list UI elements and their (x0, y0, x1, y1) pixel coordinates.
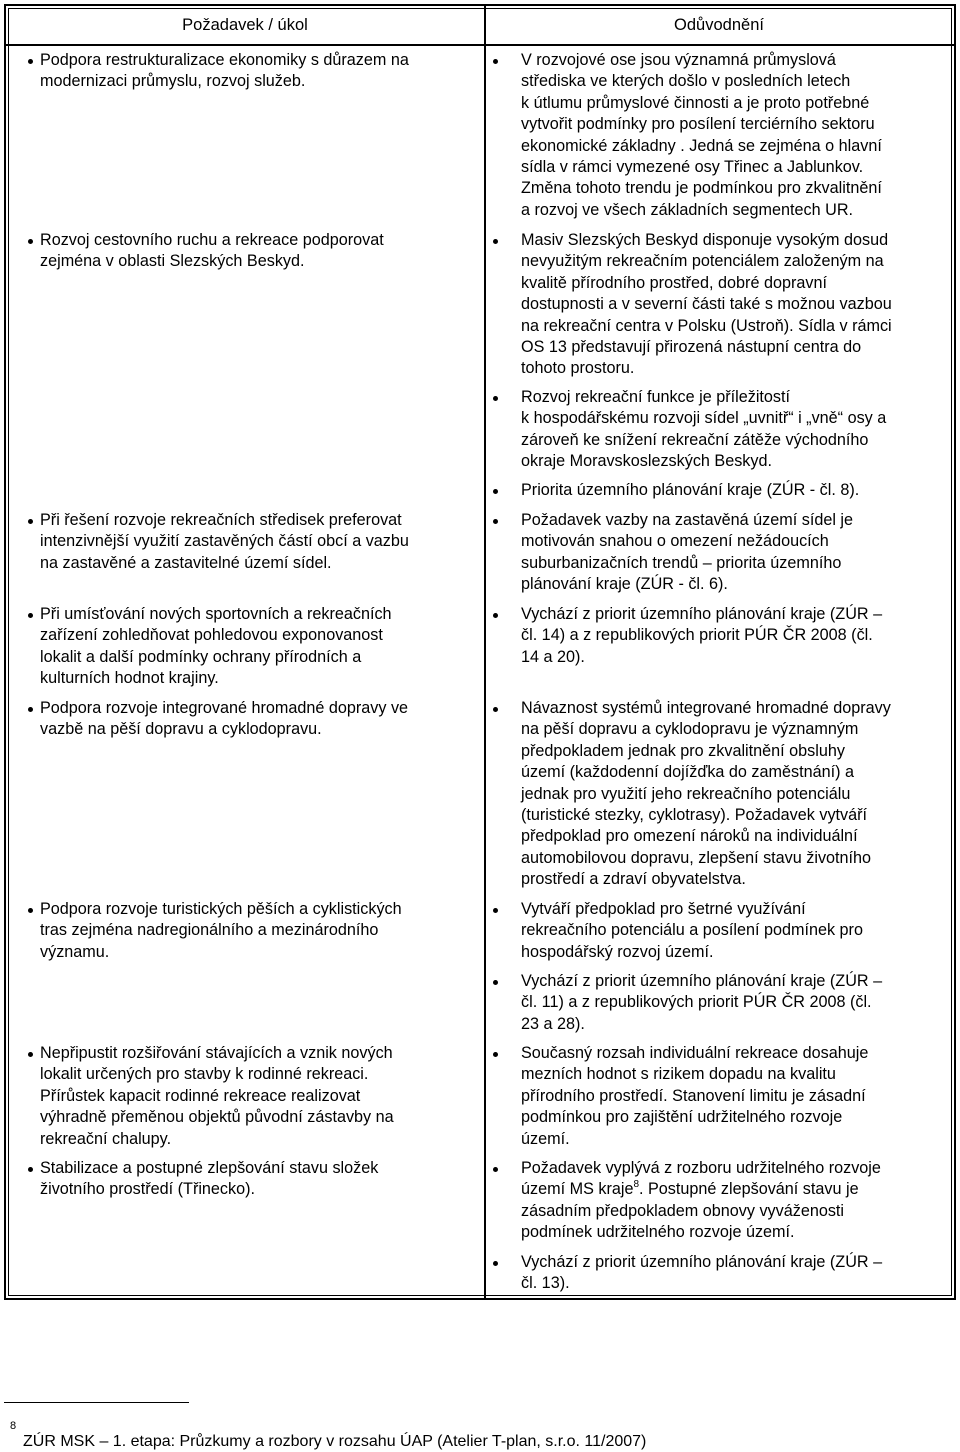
bullet-icon (493, 1167, 498, 1172)
text-line: lokalit a další podmínky ochrany přírodních a (40, 647, 362, 666)
requirement-item (40, 50, 468, 93)
text-line: 14 a 20). (521, 647, 585, 666)
text-line: území (každodenní dojížďka do zaměstnání) a (521, 763, 854, 782)
requirement-item (40, 604, 468, 690)
text-line: kulturních hodnot krajiny. (40, 669, 219, 688)
text-line: V rozvojové ose jsou významná průmyslová (521, 51, 836, 69)
text-line: Změna tohoto trendu je podmínkou pro zkvalitnění (521, 179, 882, 198)
requirement-item (40, 230, 468, 273)
bullet-icon (28, 1167, 33, 1172)
bullet-icon (28, 1052, 33, 1057)
bullet-icon (28, 707, 33, 712)
requirement-item (40, 510, 468, 574)
text-line: Požadavek vazby na zastavěná území sídel je (521, 511, 854, 529)
text-line: hospodářský rozvoj území. (521, 942, 714, 961)
text-line: nevyužitým rekreačním potenciálem založeným na (521, 252, 884, 271)
bullet-icon (28, 908, 33, 913)
text-line: 23 a 28). (521, 1014, 585, 1033)
bullet-icon (493, 908, 498, 913)
bullet-icon (28, 519, 33, 524)
text-line: motivován snahou o omezení nežádoucích (521, 532, 829, 551)
text-line: Vychází z priorit územního plánování kraje (ZÚR – (521, 1253, 883, 1271)
text-line: lokalit určených pro stavby k rodinné rekreaci. (40, 1065, 369, 1084)
justification-item (521, 1158, 946, 1244)
bullet-icon (493, 519, 498, 524)
text-line: Požadavek vyplývá z rozboru udržitelného rozvoje (521, 1159, 881, 1177)
text-line: sídla v rámci vymezené osy Třinec a Jablunkov. (521, 158, 864, 177)
text-line: čl. 14) a z republikových priorit PÚR ČR 2008 (čl. (521, 626, 873, 645)
text-line: tras zejména nadregionálního a mezinárodního (40, 921, 379, 940)
text-line: Podpora rozvoje integrované hromadné dopravy ve (40, 699, 409, 717)
text-line: Vychází z priorit územního plánování kraje (ZÚR – (521, 972, 883, 990)
justification-item (521, 230, 946, 380)
text-line: prostředí a zdraví obyvatelstva. (521, 870, 746, 889)
text-line: mezních hodnot s rizikem dopadu na kvalitu (521, 1065, 836, 1084)
text-line: předpokladem jednak pro zkvalitnění obsluhy (521, 741, 845, 760)
text-line: přírodního prostředí. Stanovení limitu je zásadní (521, 1086, 866, 1105)
text-line: čl. 11) a z republikových priorit PÚR ČR 2008 (čl. (521, 993, 872, 1012)
text-line: kvalitě přírodního prostřed, dobré dopravní (521, 273, 827, 292)
text-line: Priorita územního plánování kraje (ZÚR - čl. 8). (521, 481, 860, 499)
bullet-icon (493, 239, 498, 244)
text-line: na rekreační centra v Polsku (Ustroň). Sídla v rámci (521, 316, 892, 335)
justification-item (521, 604, 946, 668)
text-line: Vytváří předpoklad pro šetrné využívání (521, 900, 806, 918)
text-line: jednak pro využití jeho rekreačního potenciálu (521, 784, 851, 803)
text-line: k hospodářskému rozvoji sídel „uvnitř“ i „vně“ osy a (521, 409, 887, 428)
text-line: životního prostředí (Třinecko). (40, 1180, 256, 1199)
justification-item (521, 50, 946, 221)
footnote-mark: 8 (10, 1420, 17, 1432)
text-fragment: . Postupné zlepšování stavu je (639, 1180, 859, 1199)
text-line: podmínkou pro zajištění udržitelného rozvoje (521, 1108, 843, 1127)
text-line: k útlumu průmyslové činnosti a je proto potřebné (521, 93, 870, 112)
text-line: Stabilizace a postupné zlepšování stavu složek (40, 1159, 379, 1177)
justification-item (521, 480, 946, 501)
requirement-item (40, 698, 468, 741)
text-line: rekreačního potenciálu a posílení podmínek pro (521, 921, 863, 940)
text-line: Při umísťování nových sportovních a rekreačních (40, 605, 392, 623)
bullet-icon (28, 59, 33, 64)
justification-item (521, 387, 946, 473)
text-line: zároveň ke snížení rekreační zátěže východního (521, 430, 869, 449)
text-line: předpoklad pro omezení nároků na individuální (521, 827, 858, 846)
text-line: Masiv Slezských Beskyd disponuje vysokým dosud (521, 231, 889, 249)
justification-item (521, 971, 946, 1035)
text-line: okraje Moravskoslezských Beskyd. (521, 452, 772, 471)
text-line: zejména v oblasti Slezských Beskyd. (40, 252, 305, 271)
text-line: vytvořit podmínky pro posílení terciérního sektoru (521, 115, 875, 134)
column-header-requirement: Požadavek / úkol (182, 16, 308, 34)
text-line: vazbě na pěší dopravu a cyklodopravu. (40, 720, 322, 739)
text-line: zásadním předpokladem obnovy vyváženosti (521, 1201, 845, 1220)
text-line: a rozvoj ve všech základních segmentech UR. (521, 200, 854, 219)
text-line: Podpora restrukturalizace ekonomiky s důrazem na (40, 51, 409, 69)
justification-item (521, 698, 946, 891)
column-divider (484, 6, 486, 1298)
requirement-item (40, 1043, 468, 1150)
justification-item (521, 899, 946, 963)
requirement-item (40, 1158, 468, 1201)
bullet-icon (493, 489, 498, 494)
text-line: zařízení zohledňovat pohledovou exponovanost (40, 626, 383, 645)
text-line: podmínek udržitelného rozvoje území. (521, 1223, 795, 1242)
text-line: výhradně přeměnou objektů původní zástavby na (40, 1108, 394, 1127)
text-line: plánování kraje (ZÚR - čl. 6). (521, 575, 728, 594)
text-line: rekreační chalupy. (40, 1129, 172, 1148)
header-divider (6, 44, 954, 46)
text-line: Nepřipustit rozšiřování stávajících a vznik nových (40, 1044, 393, 1062)
justification-item (521, 510, 946, 596)
text-line: (turistické stezky, cyklotrasy). Požadavek vytváří (521, 806, 868, 825)
text-line: významu. (40, 942, 110, 961)
text-line: suburbanizačních trendů – priorita územního (521, 553, 842, 572)
bullet-icon (28, 239, 33, 244)
text-line: dostupnosti a v severní části také s možnou vazbou (521, 295, 892, 314)
text-line: Vychází z priorit územního plánování kraje (ZÚR – (521, 605, 883, 623)
bullet-icon (493, 980, 498, 985)
text-line: na pěší dopravu a cyklodopravu je významným (521, 720, 859, 739)
justification-item (521, 1252, 946, 1295)
text-line (521, 1179, 946, 1200)
text-line: Přírůstek kapacit rodinné rekreace realizovat (40, 1086, 361, 1105)
footnote-rule (4, 1402, 189, 1403)
text-line: Při řešení rozvoje rekreačních středisek preferovat (40, 511, 402, 529)
text-line: modernizaci průmyslu, rozvoj služeb. (40, 72, 306, 91)
justification-item (521, 1043, 946, 1150)
text-line: Podpora rozvoje turistických pěších a cyklistických (40, 900, 402, 918)
bullet-icon (28, 613, 33, 618)
text-line: tohoto prostoru. (521, 359, 635, 378)
text-fragment: území MS kraje (521, 1180, 634, 1199)
text-line: intenzivnější využití zastavěných částí obcí a vazbu (40, 532, 409, 551)
bullet-icon (493, 1052, 498, 1057)
text-line: území. (521, 1129, 570, 1148)
text-line: Rozvoj cestovního ruchu a rekreace podporovat (40, 231, 384, 249)
requirement-item (40, 899, 468, 963)
column-header-justification: Odůvodnění (674, 16, 764, 34)
text-line: na zastavěné a zastavitelné území sídel. (40, 553, 332, 572)
text-line: OS 13 představují přirozená nástupní centra do (521, 338, 862, 357)
bullet-icon (493, 613, 498, 618)
bullet-icon (493, 707, 498, 712)
footnote-reference[interactable]: 8 (633, 1179, 640, 1191)
bullet-icon (493, 396, 498, 401)
text-line: automobilovou dopravu, zlepšení stavu životního (521, 848, 872, 867)
bullet-icon (493, 1261, 498, 1266)
footnote-text: ZÚR MSK – 1. etapa: Průzkumy a rozbory v rozsahu ÚAP (Atelier T-plan, s.r.o. 11/2007) (23, 1433, 647, 1450)
text-line: Návaznost systémů integrované hromadné dopravy (521, 699, 891, 717)
text-line: ekonomické základny . Jedná se zejména o hlavní (521, 136, 882, 155)
text-line: Současný rozsah individuální rekreace dosahuje (521, 1044, 869, 1062)
text-line: čl. 13). (521, 1274, 570, 1293)
text-line: střediska ve kterých došlo v posledních letech (521, 72, 851, 91)
bullet-icon (493, 59, 498, 64)
text-line: Rozvoj rekreační funkce je příležitostí (521, 388, 791, 406)
